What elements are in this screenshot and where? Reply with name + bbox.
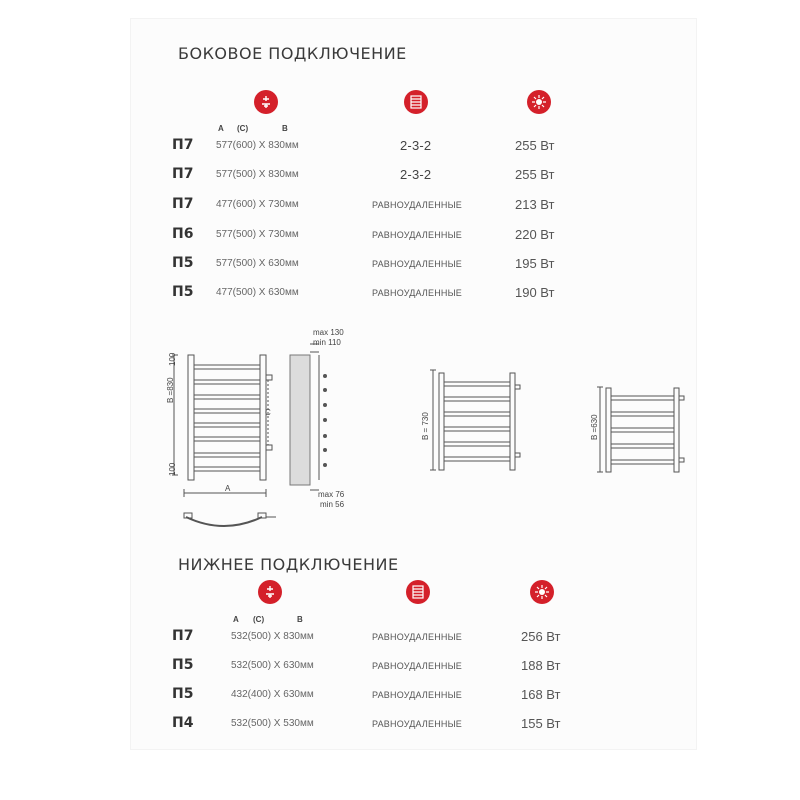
side-dim-max-top: max 130 xyxy=(313,328,344,337)
model-sections: РАВНОУДАЛЕННЫЕ xyxy=(372,719,462,729)
model-sections: РАВНОУДАЛЕННЫЕ xyxy=(372,632,462,642)
dim-label-b: B xyxy=(297,615,303,624)
model-power: 213 Вт xyxy=(515,197,555,212)
model-size: 577(500) X 730мм xyxy=(216,229,299,240)
model-sections: РАВНОУДАЛЕННЫЕ xyxy=(372,661,462,671)
dim-label-c: (C) xyxy=(237,124,249,133)
model-sections: РАВНОУДАЛЕННЫЕ xyxy=(372,230,462,240)
model-sections: РАВНОУДАЛЕННЫЕ xyxy=(372,259,462,269)
model-power: 190 Вт xyxy=(515,285,555,300)
side-dim-max-bottom: max 76 xyxy=(318,490,345,499)
radiator-sections-icon xyxy=(406,580,430,604)
model-power: 168 Вт xyxy=(521,687,561,702)
side-dim-min-bottom: min 56 xyxy=(320,500,345,509)
table-row xyxy=(0,226,800,246)
front-dim-a: A xyxy=(225,484,231,493)
front-dim-c: C xyxy=(265,408,271,417)
table-row xyxy=(0,628,800,648)
model-name: П7 xyxy=(172,166,194,182)
model-sections: 2-3-2 xyxy=(400,138,432,153)
heat-sun-icon xyxy=(527,90,551,114)
right-dim-b: B =630 xyxy=(590,414,599,440)
model-name: П5 xyxy=(172,657,194,673)
model-power: 188 Вт xyxy=(521,658,561,673)
model-size: 477(600) X 730мм xyxy=(216,199,299,210)
table-row xyxy=(0,137,800,157)
model-size: 432(400) X 630мм xyxy=(231,689,314,700)
model-size: 577(500) X 630мм xyxy=(216,258,299,269)
dim-label-a: A xyxy=(218,124,224,133)
model-sections: 2-3-2 xyxy=(400,167,432,182)
connection-icon xyxy=(258,580,282,604)
model-power: 195 Вт xyxy=(515,256,555,271)
radiator-630-drawing xyxy=(590,382,690,482)
table-row xyxy=(0,166,800,186)
model-power: 255 Вт xyxy=(515,167,555,182)
table-row xyxy=(0,196,800,216)
model-size: 577(600) X 830мм xyxy=(216,140,299,151)
model-sections: РАВНОУДАЛЕННЫЕ xyxy=(372,200,462,210)
model-size: 577(500) X 830мм xyxy=(216,169,299,180)
model-name: П7 xyxy=(172,196,194,212)
dim-label-b: B xyxy=(282,124,288,133)
table-row xyxy=(0,715,800,735)
front-dim-100-bottom: 100 xyxy=(168,462,177,476)
model-size: 532(500) X 630мм xyxy=(231,660,314,671)
model-power: 256 Вт xyxy=(521,629,561,644)
front-view-drawing xyxy=(164,345,279,535)
table-row xyxy=(0,657,800,677)
side-view-drawing xyxy=(285,330,345,510)
model-name: П6 xyxy=(172,226,194,242)
bottom-connection-title: НИЖНЕЕ ПОДКЛЮЧЕНИЕ xyxy=(178,555,399,574)
side-connection-title: БОКОВОЕ ПОДКЛЮЧЕНИЕ xyxy=(178,44,407,63)
radiator-sections-icon xyxy=(404,90,428,114)
model-power: 155 Вт xyxy=(521,716,561,731)
model-name: П7 xyxy=(172,137,194,153)
model-name: П5 xyxy=(172,686,194,702)
dim-label-c: (C) xyxy=(253,615,265,624)
model-power: 255 Вт xyxy=(515,138,555,153)
side-dim-min-top: min 110 xyxy=(313,338,341,347)
table-row xyxy=(0,686,800,706)
model-sections: РАВНОУДАЛЕННЫЕ xyxy=(372,288,462,298)
model-name: П4 xyxy=(172,715,194,731)
model-size: 532(500) X 830мм xyxy=(231,631,314,642)
radiator-730-drawing xyxy=(425,365,525,475)
table-row xyxy=(0,284,800,304)
model-name: П5 xyxy=(172,255,194,271)
dim-label-a: A xyxy=(233,615,239,624)
connection-icon xyxy=(254,90,278,114)
model-name: П7 xyxy=(172,628,194,644)
model-sections: РАВНОУДАЛЕННЫЕ xyxy=(372,690,462,700)
mid-dim-b: B = 730 xyxy=(421,412,430,440)
heat-sun-icon xyxy=(530,580,554,604)
model-name: П5 xyxy=(172,284,194,300)
front-dim-b: B =830 xyxy=(166,377,175,403)
front-dim-100-top: 100 xyxy=(168,352,177,366)
model-size: 532(500) X 530мм xyxy=(231,718,314,729)
model-size: 477(500) X 630мм xyxy=(216,287,299,298)
model-power: 220 Вт xyxy=(515,227,555,242)
table-row xyxy=(0,255,800,275)
